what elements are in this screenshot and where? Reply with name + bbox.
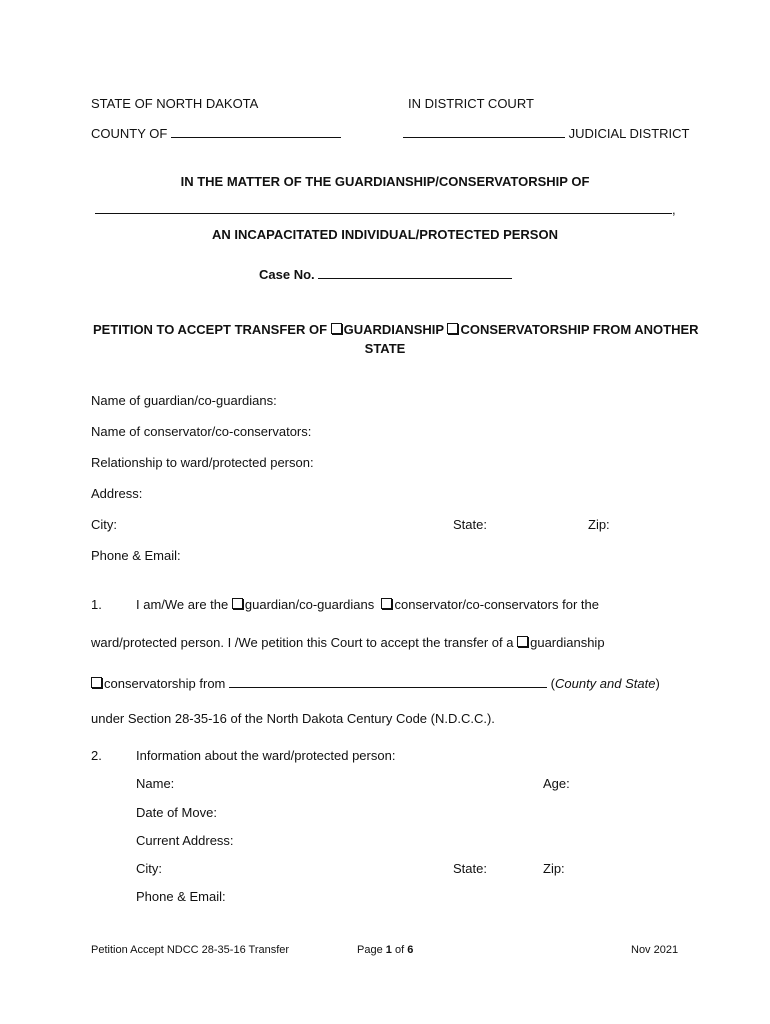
county-blank[interactable] <box>171 123 341 138</box>
section1-line3-opt: conservatorship from <box>104 676 226 691</box>
ward-state-field: State: <box>453 861 487 876</box>
ward-name-field: Name: <box>136 776 175 791</box>
title-part1: PETITION TO ACCEPT TRANSFER OF <box>93 322 328 337</box>
county-label: COUNTY OF <box>91 126 168 141</box>
section1-opt-conservator: conservator/co-conservators for the <box>394 597 599 612</box>
district-blank[interactable] <box>403 123 565 138</box>
relationship-field: Relationship to ward/protected person: <box>91 455 314 470</box>
guardianship-checkbox[interactable] <box>331 323 342 334</box>
section2-number: 2. <box>91 748 102 763</box>
section1-opt-guardian: guardian/co-guardians <box>244 597 375 612</box>
case-number-blank[interactable] <box>318 264 512 279</box>
city-field: City: <box>91 517 117 532</box>
date-of-move-field: Date of Move: <box>136 805 217 820</box>
conservator-name-field: Name of conservator/co-conservators: <box>91 424 312 439</box>
petition-title-line2: STATE <box>364 341 406 356</box>
guardianship-transfer-checkbox[interactable] <box>517 636 528 647</box>
page-total: 6 <box>407 944 414 956</box>
section2-intro: Information about the ward/protected person: <box>136 748 396 763</box>
state-field: State: <box>453 517 487 532</box>
ward-zip-field: Zip: <box>543 861 565 876</box>
page-prefix: Page <box>357 944 383 956</box>
county-state-paren-close: ) <box>655 676 660 691</box>
conservatorship-transfer-checkbox[interactable] <box>91 677 102 688</box>
matter-heading: IN THE MATTER OF THE GUARDIANSHIP/CONSERVATORSHIP OF <box>180 174 590 189</box>
county-state-blank[interactable] <box>229 673 547 688</box>
zip-field: Zip: <box>588 517 610 532</box>
guardian-name-field: Name of guardian/co-guardians: <box>91 393 277 408</box>
section1-line2-text: ward/protected person. I /We petition this Court to accept the transfer of a <box>91 635 514 650</box>
court-heading: IN DISTRICT COURT <box>408 96 534 111</box>
case-number-label: Case No. <box>259 267 315 282</box>
section1-number: 1. <box>91 597 102 612</box>
ward-city-field: City: <box>136 861 162 876</box>
conservator-role-checkbox[interactable] <box>381 598 392 609</box>
section1-line2-opt: guardianship <box>530 635 605 650</box>
address-field: Address: <box>91 486 143 501</box>
county-state-hint: County and State <box>554 676 656 691</box>
section1-line4: under Section 28-35-16 of the North Dakota Century Code (N.D.C.C.). <box>91 711 495 726</box>
ward-name-blank[interactable] <box>95 199 672 214</box>
guardian-role-checkbox[interactable] <box>232 598 243 609</box>
title-guardianship: GUARDIANSHIP <box>343 322 444 337</box>
section1-line3 <box>91 673 660 691</box>
title-conservatorship: CONSERVATORSHIP FROM ANOTHER <box>460 322 699 337</box>
ward-name-comma: , <box>672 202 676 217</box>
phone-email-field: Phone & Email: <box>91 548 181 563</box>
person-type-heading: AN INCAPACITATED INDIVIDUAL/PROTECTED PERSON <box>212 227 558 242</box>
ward-age-field: Age: <box>543 776 570 791</box>
footer-form-name: Petition Accept NDCC 28-35-16 Transfer <box>91 944 290 956</box>
ward-name-row <box>95 199 676 217</box>
section1-line2 <box>91 635 605 650</box>
section1-line1 <box>136 597 599 612</box>
page-of: of <box>394 944 405 956</box>
petition-title-line1 <box>93 322 699 337</box>
page-current: 1 <box>385 944 392 956</box>
conservatorship-checkbox[interactable] <box>447 323 458 334</box>
state-heading: STATE OF NORTH DAKOTA <box>91 96 259 111</box>
footer-date: Nov 2021 <box>631 944 679 956</box>
district-label: JUDICIAL DISTRICT <box>568 126 690 141</box>
case-number-row <box>259 264 512 282</box>
footer-page-number <box>357 944 413 956</box>
ward-phone-email-field: Phone & Email: <box>136 889 226 904</box>
section1-text-a: I am/We are the <box>136 597 229 612</box>
county-state-paren-open: ( <box>550 676 555 691</box>
district-row <box>403 123 689 141</box>
county-row <box>91 123 341 141</box>
current-address-field: Current Address: <box>136 833 234 848</box>
